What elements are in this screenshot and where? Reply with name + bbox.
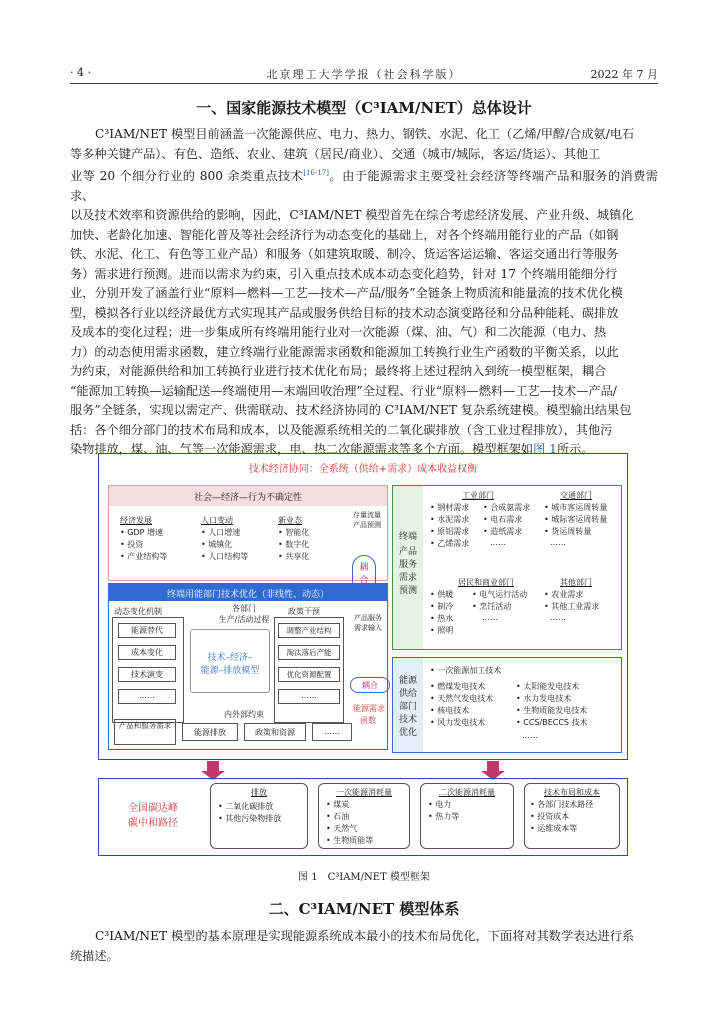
- dept-label: 生产/活动过程: [218, 615, 270, 624]
- stock-label: 产品预测: [353, 521, 381, 529]
- policy-item: 调整产业结构: [286, 626, 332, 635]
- p1-line: 及成本的变化过程；进一步集成所有终端用能行业对一次能源（煤、油、气）和二次能源（电力、热: [70, 325, 607, 340]
- figure-link[interactable]: 图 1: [533, 442, 557, 457]
- industry-item: • 合成氨需求: [483, 503, 531, 512]
- p1-line: 等多种关键产品）、有色、造纸、农业、建筑（居民/商业）、交通（城市/城际，客运/货运）、其他工: [70, 146, 601, 161]
- service-label: 产品服务: [354, 614, 382, 622]
- supply-title: 供给: [398, 689, 417, 699]
- supply-head: • 一次能源加工技术: [430, 666, 502, 675]
- supply-title: 技术: [398, 715, 417, 725]
- model-framework-figure: [98, 453, 628, 858]
- industry-title: 工业部门: [462, 491, 494, 500]
- pop-item: • 人口结构等: [201, 552, 249, 561]
- p1-line: 型，模拟各行业以经济最优方式实现其产品或服务供给目标的技术动态演变路径和分品种能耗、碳排放: [70, 305, 619, 320]
- policy-title: 政策干预: [288, 607, 320, 616]
- p1-line: 业，分别开发了涵盖行业“原料—燃料—工艺—技术—产品/服务”全链条上物质流和能量流的技术优化模: [70, 286, 623, 301]
- p1-line: 染物排放，煤、油、气等一次能源需求，电、热二次能源需求等多个方面。模型框架如图 1所示。: [70, 442, 594, 457]
- supply-box: [392, 657, 622, 753]
- arrow-stem-left: [207, 761, 219, 771]
- p1-line: C³IAM/NET 模型目前涵盖一次能源供应、电力、热力、钢铁、水泥、化工（乙烯/甲醇/合成氨/电石: [95, 127, 635, 141]
- header-rule: [70, 83, 658, 84]
- journal-name: 北京理工大学学报（社会科学版）: [266, 68, 462, 81]
- demand-title: 服务: [398, 560, 417, 570]
- supply-title: 优化: [398, 728, 417, 738]
- supply-item: • 生物质能发电技术: [516, 706, 588, 715]
- resident-item: • 照明: [430, 626, 454, 635]
- core-model-line: 能源–排放模型: [200, 666, 260, 676]
- p1-line: 为约束，对能源供给和加工转换行业进行技术优化布局；最终将上述过程纳入到统一模型框架，耦合: [70, 364, 607, 379]
- issue-date: 2022 年 7 月: [590, 68, 658, 81]
- energy-demand-fn: 能源需求: [353, 704, 385, 713]
- emission-item: • 其他污染物排放: [218, 814, 282, 823]
- industry-item: • 造纸需求: [483, 527, 523, 536]
- couple-label-2: 耦合: [362, 681, 378, 690]
- figure-caption: 图 1 C³IAM/NET 模型框架: [298, 872, 430, 883]
- bottom-item: 政策和资源: [255, 728, 295, 737]
- stock-label: 存量流量: [353, 511, 381, 519]
- p1-line: 服务”全链条，实现以需定产、供需联动、技术经济协同的 C³IAM/NET 复杂系统建模。模型输出结果包: [70, 403, 632, 418]
- p1-line: “能源加工转换—运输配送—终端使用—末端回收治理”全过程、行业“原料—燃料—工艺—技术—产品/: [70, 383, 617, 398]
- running-header: [70, 66, 658, 82]
- resident-item: • 热水: [430, 614, 454, 623]
- secondary-item: • 电力: [428, 800, 452, 809]
- secondary-item: • 热力等: [428, 812, 460, 821]
- supply-title: 能源: [398, 676, 417, 686]
- supply-title: 部门: [398, 702, 417, 712]
- econ-item: • 产业结构等: [120, 552, 168, 561]
- pop-title: 人口变动: [201, 516, 233, 525]
- transport-item: • 城市客运周转量: [544, 503, 608, 512]
- supply-item: • 燃煤发电技术: [430, 682, 486, 691]
- demand-title: 预测: [398, 586, 417, 596]
- p2-line: C³IAM/NET 模型的基本原理是实现能源系统成本最小的技术布局优化，下面将对其数学表达进行系: [95, 929, 635, 943]
- bottom-item: 能源排放: [194, 728, 226, 737]
- policy-item: ……: [301, 691, 317, 700]
- newind-item: • 智能化: [278, 528, 310, 537]
- couple-label: 耦: [359, 563, 369, 573]
- enduse-title: 终端用能部门技术优化（非线性、动态）: [166, 590, 329, 600]
- primary-item: • 石油: [326, 812, 350, 821]
- industry-item: • 原铝需求: [430, 527, 470, 536]
- core-model-line: 技术–经济–: [207, 653, 253, 663]
- layout-item: • 运维成本等: [530, 824, 578, 833]
- primary-item: • 生物质能等: [326, 836, 374, 845]
- p1-line: 力）的动态使用需求函数，建立终端行业能源需求函数和能源加工转换行业生产函数的平衡关系，以此: [70, 344, 619, 359]
- emission-title: 排放: [251, 788, 267, 797]
- resident-item: ……: [482, 613, 498, 622]
- transport-item: • 城际客运周转量: [544, 515, 608, 524]
- emission-item: • 二氧化碳排放: [218, 802, 274, 811]
- primary-title: 一次能源消耗量: [336, 788, 392, 797]
- figure-top-title: 技术经济协同：全系统（供给+需求）成本收益权衡: [248, 464, 478, 475]
- industry-item: • 乙烯需求: [430, 539, 470, 548]
- goal-label: 碳中和路径: [128, 818, 178, 829]
- society-title: 社会—经济—行为不确定性: [193, 493, 302, 503]
- layout-title: 技术布局和成本: [544, 788, 600, 797]
- p2-line: 统描述。: [70, 948, 119, 963]
- service-label: 需求输入: [354, 624, 382, 632]
- industry-item: • 电石需求: [483, 515, 523, 524]
- demand-title: 产品: [398, 547, 417, 557]
- secondary-title: 二次能源消耗量: [439, 788, 495, 797]
- constraint-label: 内外部约束: [224, 710, 264, 719]
- dept-label: 各部门: [232, 604, 256, 613]
- layout-item: • 投资成本: [530, 812, 570, 821]
- p1-line: 括：各个细分部门的技术布局和成本，以及能源系统相关的二氧化碳排放（含工业过程排放），其他污: [70, 422, 613, 437]
- p1-line: 加快、老龄化加速、智能化普及等社会经济行为动态变化的基础上，对各个终端用能行业的产品（如钢: [70, 227, 619, 242]
- section-2-title: 二、C³IAM/NET 模型体系: [268, 900, 460, 918]
- supply-item: • 水力发电技术: [516, 694, 572, 703]
- paragraph-1: [70, 125, 658, 460]
- bottom-item: 产品和服务需求: [118, 721, 172, 730]
- dyn-item: ……: [139, 691, 155, 700]
- dyn-title: 动态变化机制: [114, 607, 162, 616]
- paragraph-2: [70, 927, 658, 966]
- energy-demand-fn: 函数: [360, 716, 376, 725]
- industry-item: • 钢材需求: [430, 503, 470, 512]
- transport-item: ……: [550, 538, 566, 547]
- dyn-item: 成本变化: [131, 648, 163, 657]
- transport-title: 交通部门: [560, 491, 592, 500]
- transport-item: • 货运周转量: [544, 527, 592, 536]
- page-number: · 4 ·: [70, 66, 91, 79]
- demand-title: 终端: [398, 532, 417, 542]
- policy-item: 优化资源配置: [286, 670, 332, 679]
- resident-item: • 制冷: [430, 602, 454, 611]
- econ-item: • GDP 增速: [120, 528, 163, 537]
- citation-ref[interactable]: [16-17]: [303, 169, 329, 177]
- supply-item: • 风力发电技术: [430, 718, 486, 727]
- econ-title: 经济发展: [120, 516, 152, 525]
- primary-item: • 天然气: [326, 824, 358, 833]
- p1-line: 业等 20 个细分行业的 800 余类重点技术[16-17]。由于能源需求主要受社会经济等终端产品和服务的消费需求、: [70, 169, 658, 203]
- p1-line: 以及技术效率和资源供给的影响，因此，C³IAM/NET 模型首先在综合考虑经济发展、产业升级、城镇化: [70, 208, 634, 223]
- goal-label: 全国碳达峰: [128, 803, 178, 814]
- arrow-stem-right: [487, 761, 499, 771]
- newind-item: • 共享化: [278, 552, 310, 561]
- econ-item: • 投资: [120, 540, 144, 549]
- demand-title: 需求: [398, 573, 417, 583]
- primary-item: • 煤炭: [326, 800, 350, 809]
- resident-title: 居民和商业部门: [458, 578, 514, 587]
- resident-item: • 烹饪活动: [472, 602, 512, 611]
- other-item: ……: [550, 613, 566, 622]
- bottom-item: ……: [324, 727, 340, 736]
- resident-item: • 供暖: [430, 590, 454, 599]
- dyn-item: 技术演变: [131, 670, 163, 679]
- industry-item: ……: [490, 538, 506, 547]
- other-item: • 其他工业需求: [544, 602, 600, 611]
- pop-item: • 城镇化: [201, 540, 233, 549]
- section-1-title: 一、国家能源技术模型（C³IAM/NET）总体设计: [196, 99, 532, 117]
- pop-item: • 人口增速: [201, 528, 241, 537]
- policy-item: 淘汰落后产能: [286, 648, 332, 657]
- other-title: 其他部门: [560, 578, 592, 587]
- dyn-item: 能源替代: [131, 626, 163, 635]
- newind-item: • 数字化: [278, 540, 310, 549]
- resident-item: • 电气运行活动: [472, 590, 528, 599]
- newind-title: 新业态: [278, 516, 302, 525]
- supply-item: ……: [522, 731, 538, 740]
- supply-item: • 天然气发电技术: [430, 694, 494, 703]
- other-item: • 农业需求: [544, 590, 584, 599]
- supply-item: • 太阳能发电技术: [516, 682, 580, 691]
- p1-line: 务）需求进行预测。进而以需求为约束，引入重点技术成本动态变化趋势，针对 17 个终端用能细分行: [70, 266, 618, 281]
- supply-item: • 核电技术: [430, 706, 470, 715]
- couple-label: 合: [359, 576, 369, 586]
- supply-item: • CCS/BECCS 技术: [516, 718, 588, 727]
- layout-item: • 各部门技术路径: [530, 800, 594, 809]
- industry-item: • 水泥需求: [430, 515, 470, 524]
- p1-line: 铁、水泥、化工、有色等工业产品）和服务（如建筑取暖、制冷、货运客运运输、客运交通出行等服务: [70, 247, 619, 262]
